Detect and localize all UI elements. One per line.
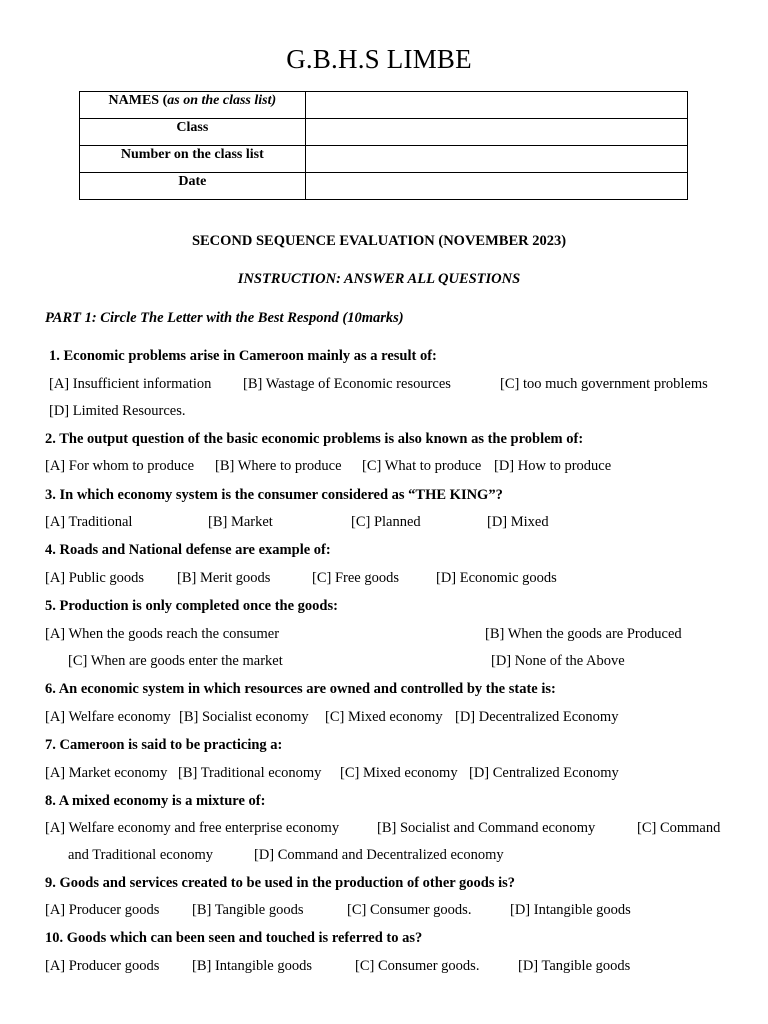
q1-option-b[interactable]: [B] Wastage of Economic resources bbox=[243, 376, 451, 392]
q3-option-c[interactable]: [C] Planned bbox=[351, 514, 421, 530]
names-label bbox=[80, 92, 306, 119]
q5-option-b[interactable]: [B] When the goods are Produced bbox=[485, 626, 682, 642]
q8-option-d[interactable]: [D] Command and Decentralized economy bbox=[254, 847, 504, 863]
q5-option-d[interactable]: [D] None of the Above bbox=[491, 653, 625, 669]
q3-option-a[interactable]: [A] Traditional bbox=[45, 514, 133, 530]
number-label: Number on the class list bbox=[80, 146, 306, 173]
q1-option-c[interactable]: [C] too much government problems bbox=[500, 376, 708, 392]
question-6: 6. An economic system in which resources are owned and controlled by the state is: bbox=[45, 681, 556, 697]
question-1: 1. Economic problems arise in Cameroon mainly as a result of: bbox=[49, 348, 437, 364]
question-7: 7. Cameroon is said to be practicing a: bbox=[45, 737, 283, 753]
q2-option-d[interactable]: [D] How to produce bbox=[494, 458, 612, 474]
q8-option-c[interactable]: [C] Command bbox=[637, 820, 721, 836]
student-info-table bbox=[79, 91, 688, 200]
q2-option-b[interactable]: [B] Where to produce bbox=[215, 458, 342, 474]
question-3: 3. In which economy system is the consumer considered as “THE KING”? bbox=[45, 487, 503, 503]
q8-option-a[interactable]: [A] Welfare economy and free enterprise economy bbox=[45, 820, 340, 836]
q8-option-c-continued[interactable]: and Traditional economy bbox=[68, 847, 213, 863]
table-row bbox=[80, 92, 688, 119]
q9-option-a[interactable]: [A] Producer goods bbox=[45, 902, 160, 918]
question-2: 2. The output question of the basic economic problems is also known as the problem of: bbox=[45, 431, 584, 447]
q5-option-a[interactable]: [A] When the goods reach the consumer bbox=[45, 626, 280, 642]
names-label-note: as on the class list) bbox=[167, 93, 277, 108]
number-field[interactable] bbox=[305, 146, 687, 173]
table-row bbox=[80, 173, 688, 200]
q9-option-b[interactable]: [B] Tangible goods bbox=[192, 902, 304, 918]
q4-option-a[interactable]: [A] Public goods bbox=[45, 570, 145, 586]
q4-option-d[interactable]: [D] Economic goods bbox=[436, 570, 557, 586]
q2-option-c[interactable]: [C] What to produce bbox=[362, 458, 482, 474]
part-title: PART 1: Circle The Letter with the Best Respond (10marks) bbox=[45, 310, 404, 326]
q4-option-c[interactable]: [C] Free goods bbox=[312, 570, 399, 586]
q3-option-d[interactable]: [D] Mixed bbox=[487, 514, 549, 530]
instruction: INSTRUCTION: ANSWER ALL QUESTIONS bbox=[237, 271, 521, 287]
question-10: 10. Goods which can been seen and touched is referred to as? bbox=[45, 930, 423, 946]
date-field[interactable] bbox=[305, 173, 687, 200]
q1-option-a[interactable]: [A] Insufficient information bbox=[49, 376, 212, 392]
q10-option-d[interactable]: [D] Tangible goods bbox=[518, 958, 631, 974]
question-4: 4. Roads and National defense are example of: bbox=[45, 542, 331, 558]
q5-option-c[interactable]: [C] When are goods enter the market bbox=[68, 653, 283, 669]
question-9: 9. Goods and services created to be used in the production of other goods is? bbox=[45, 875, 516, 891]
q3-option-b[interactable]: [B] Market bbox=[208, 514, 273, 530]
q6-option-c[interactable]: [C] Mixed economy bbox=[325, 709, 443, 725]
q4-option-b[interactable]: [B] Merit goods bbox=[177, 570, 271, 586]
class-field[interactable] bbox=[305, 119, 687, 146]
q6-option-d[interactable]: [D] Decentralized Economy bbox=[455, 709, 619, 725]
question-8: 8. A mixed economy is a mixture of: bbox=[45, 793, 266, 809]
q7-option-c[interactable]: [C] Mixed economy bbox=[340, 765, 458, 781]
q6-option-a[interactable]: [A] Welfare economy bbox=[45, 709, 171, 725]
date-label: Date bbox=[80, 173, 306, 200]
q9-option-c[interactable]: [C] Consumer goods. bbox=[347, 902, 472, 918]
q7-option-d[interactable]: [D] Centralized Economy bbox=[469, 765, 619, 781]
q2-option-a[interactable]: [A] For whom to produce bbox=[45, 458, 195, 474]
q1-option-d[interactable]: [D] Limited Resources. bbox=[49, 403, 186, 419]
q10-option-a[interactable]: [A] Producer goods bbox=[45, 958, 160, 974]
names-field[interactable] bbox=[305, 92, 687, 119]
q6-option-b[interactable]: [B] Socialist economy bbox=[179, 709, 309, 725]
table-row bbox=[80, 119, 688, 146]
class-label: Class bbox=[80, 119, 306, 146]
q9-option-d[interactable]: [D] Intangible goods bbox=[510, 902, 631, 918]
exam-title: SECOND SEQUENCE EVALUATION (NOVEMBER 2023) bbox=[191, 233, 567, 249]
table-row bbox=[80, 146, 688, 173]
q10-option-c[interactable]: [C] Consumer goods. bbox=[355, 958, 480, 974]
question-5: 5. Production is only completed once the goods: bbox=[45, 598, 338, 614]
q7-option-a[interactable]: [A] Market economy bbox=[45, 765, 168, 781]
school-title: G.B.H.S LIMBE bbox=[286, 44, 472, 74]
q8-option-b[interactable]: [B] Socialist and Command economy bbox=[377, 820, 596, 836]
q10-option-b[interactable]: [B] Intangible goods bbox=[192, 958, 313, 974]
names-label-text: NAMES ( bbox=[108, 93, 168, 108]
q7-option-b[interactable]: [B] Traditional economy bbox=[178, 765, 322, 781]
